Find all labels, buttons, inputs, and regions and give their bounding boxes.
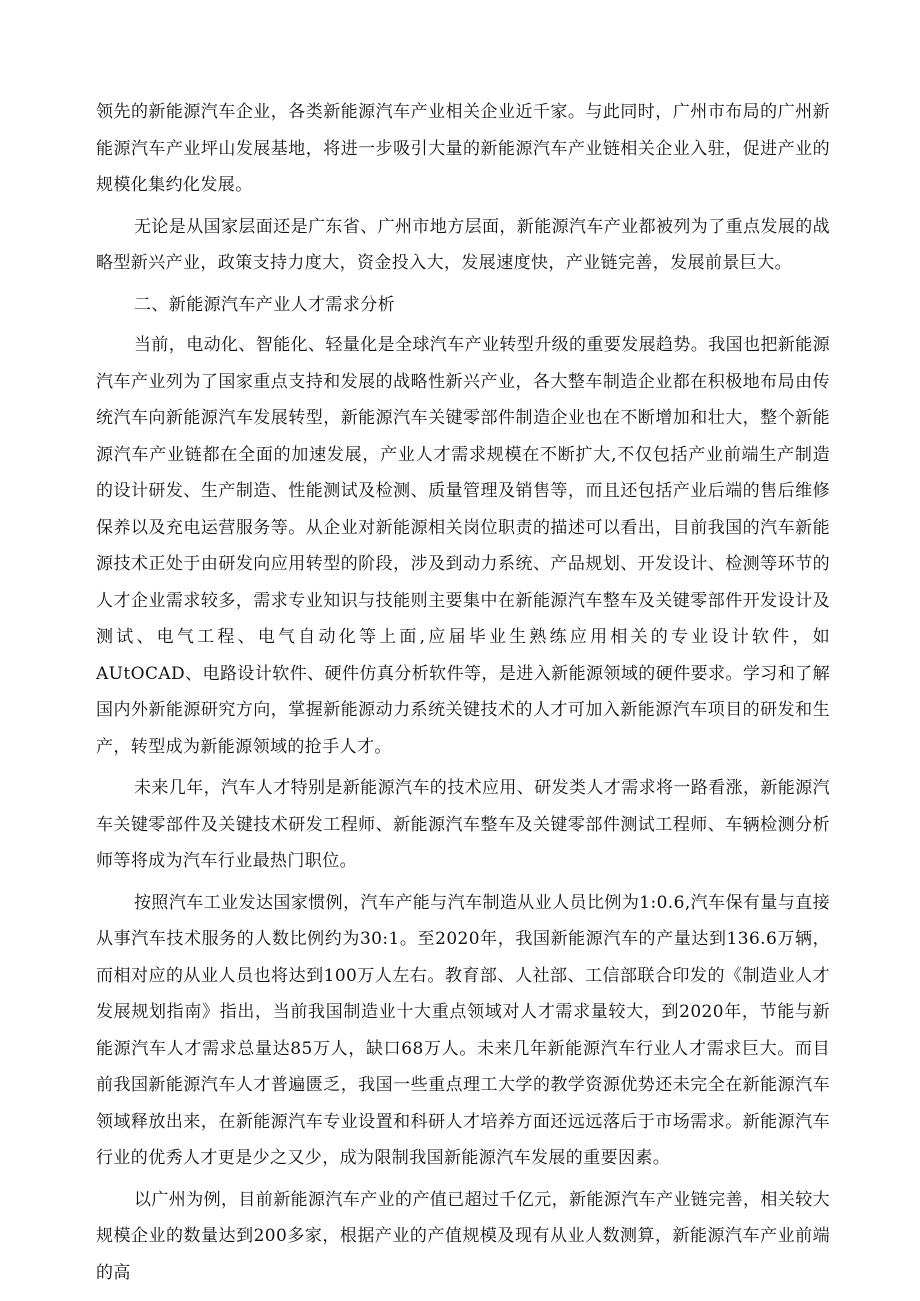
paragraph-industry-trend: 当前，电动化、智能化、轻量化是全球汽车产业转型升级的重要发展趋势。我国也把新能源汽车产业列为了国家重点支持和发展的战略性新兴产业，各大整车制造企业都在积极地布局由传统汽车向新能源汽车发展转型，新能源汽车关键零部件制造企业也在不断增加和壮大，整个新能源汽车产业链都在全面的加速发展，产业人才需求规模在不断扩大,不仅包括产业前端生产制造的设计研发、生产制造、性能测试及检测、质量管理及销售等，而且还包括产业后端的售后维修保养以及充电运营服务等。从企业对新能源相关岗位职责的描述可以看出，目前我国的汽车新能源技术正处于由研发向应用转型的阶段，涉及到动力系统、产品规划、开发设计、检测等环节的人才企业需求较多，需求专业知识与技能则主要集中在新能源汽车整车及关键零部件开发设计及测试、电气工程、电气自动化等上面,应届毕业生熟练应用相关的专业设计软件，如AUtOCAD、电路设计软件、硬件仿真分析软件等，是进入新能源领域的硬件要求。学习和了解国内外新能源研究方向，掌握新能源动力系统关键技术的人才可加入新能源汽车项目的研发和生产，转型成为新能源领域的抢手人才。	[96, 335, 830, 757]
paragraph-continuation: 领先的新能源汽车企业，各类新能源汽车产业相关企业近千家。与此同时，广州市布局的广州新能源汽车产业坪山发展基地，将进一步吸引大量的新能源汽车产业链相关企业入驻，促进产业的规模化集约化发展。	[96, 102, 830, 195]
paragraph-policy-summary: 无论是从国家层面还是广东省、广州市地方层面，新能源汽车产业都被列为了重点发展的战略型新兴产业，政策支持力度大，资金投入大，发展速度快，产业链完善，发展前景巨大。	[96, 216, 830, 273]
paragraph-future-demand: 未来几年，汽车人才特别是新能源汽车的技术应用、研发类人才需求将一路看涨，新能源汽车关键零部件及关键技术研发工程师、新能源汽车整车及关键零部件测试工程师、车辆检测分析师等将成为汽车行业最热门职位。	[96, 778, 830, 871]
document-page	[96, 94, 830, 1291]
paragraph-guangzhou-example: 以广州为例，目前新能源汽车产业的产值已超过千亿元，新能源汽车产业链完善，相关较大规模企业的数量达到200多家，根据产业的产值规模及现有从业人数测算，新能源汽车产业前端的高	[96, 1189, 830, 1283]
paragraph-workforce-ratio: 按照汽车工业发达国家惯例，汽车产能与汽车制造从业人员比例为1:0.6,汽车保有量与直接从事汽车技术服务的人数比例约为30:1。至2020年，我国新能源汽车的产量达到136.6万辆，而相对应的从业人员也将达到100万人左右。教育部、人社部、工信部联合印发的《制造业人才发展规划指南》指出，当前我国制造业十大重点领域对人才需求量较大，到2020年，节能与新能源汽车人才需求总量达85万人，缺口68万人。未来几年新能源汽车行业人才需求巨大。而目前我国新能源汽车人才普遍匮乏，我国一些重点理工大学的教学资源优势还未完全在新能源汽车领域释放出来，在新能源汽车专业设置和科研人才培养方面还远远落后于市场需求。新能源汽车行业的优秀人才更是少之又少，成为限制我国新能源汽车发展的重要因素。	[96, 892, 830, 1168]
section-heading: 二、新能源汽车产业人才需求分析	[134, 294, 395, 315]
